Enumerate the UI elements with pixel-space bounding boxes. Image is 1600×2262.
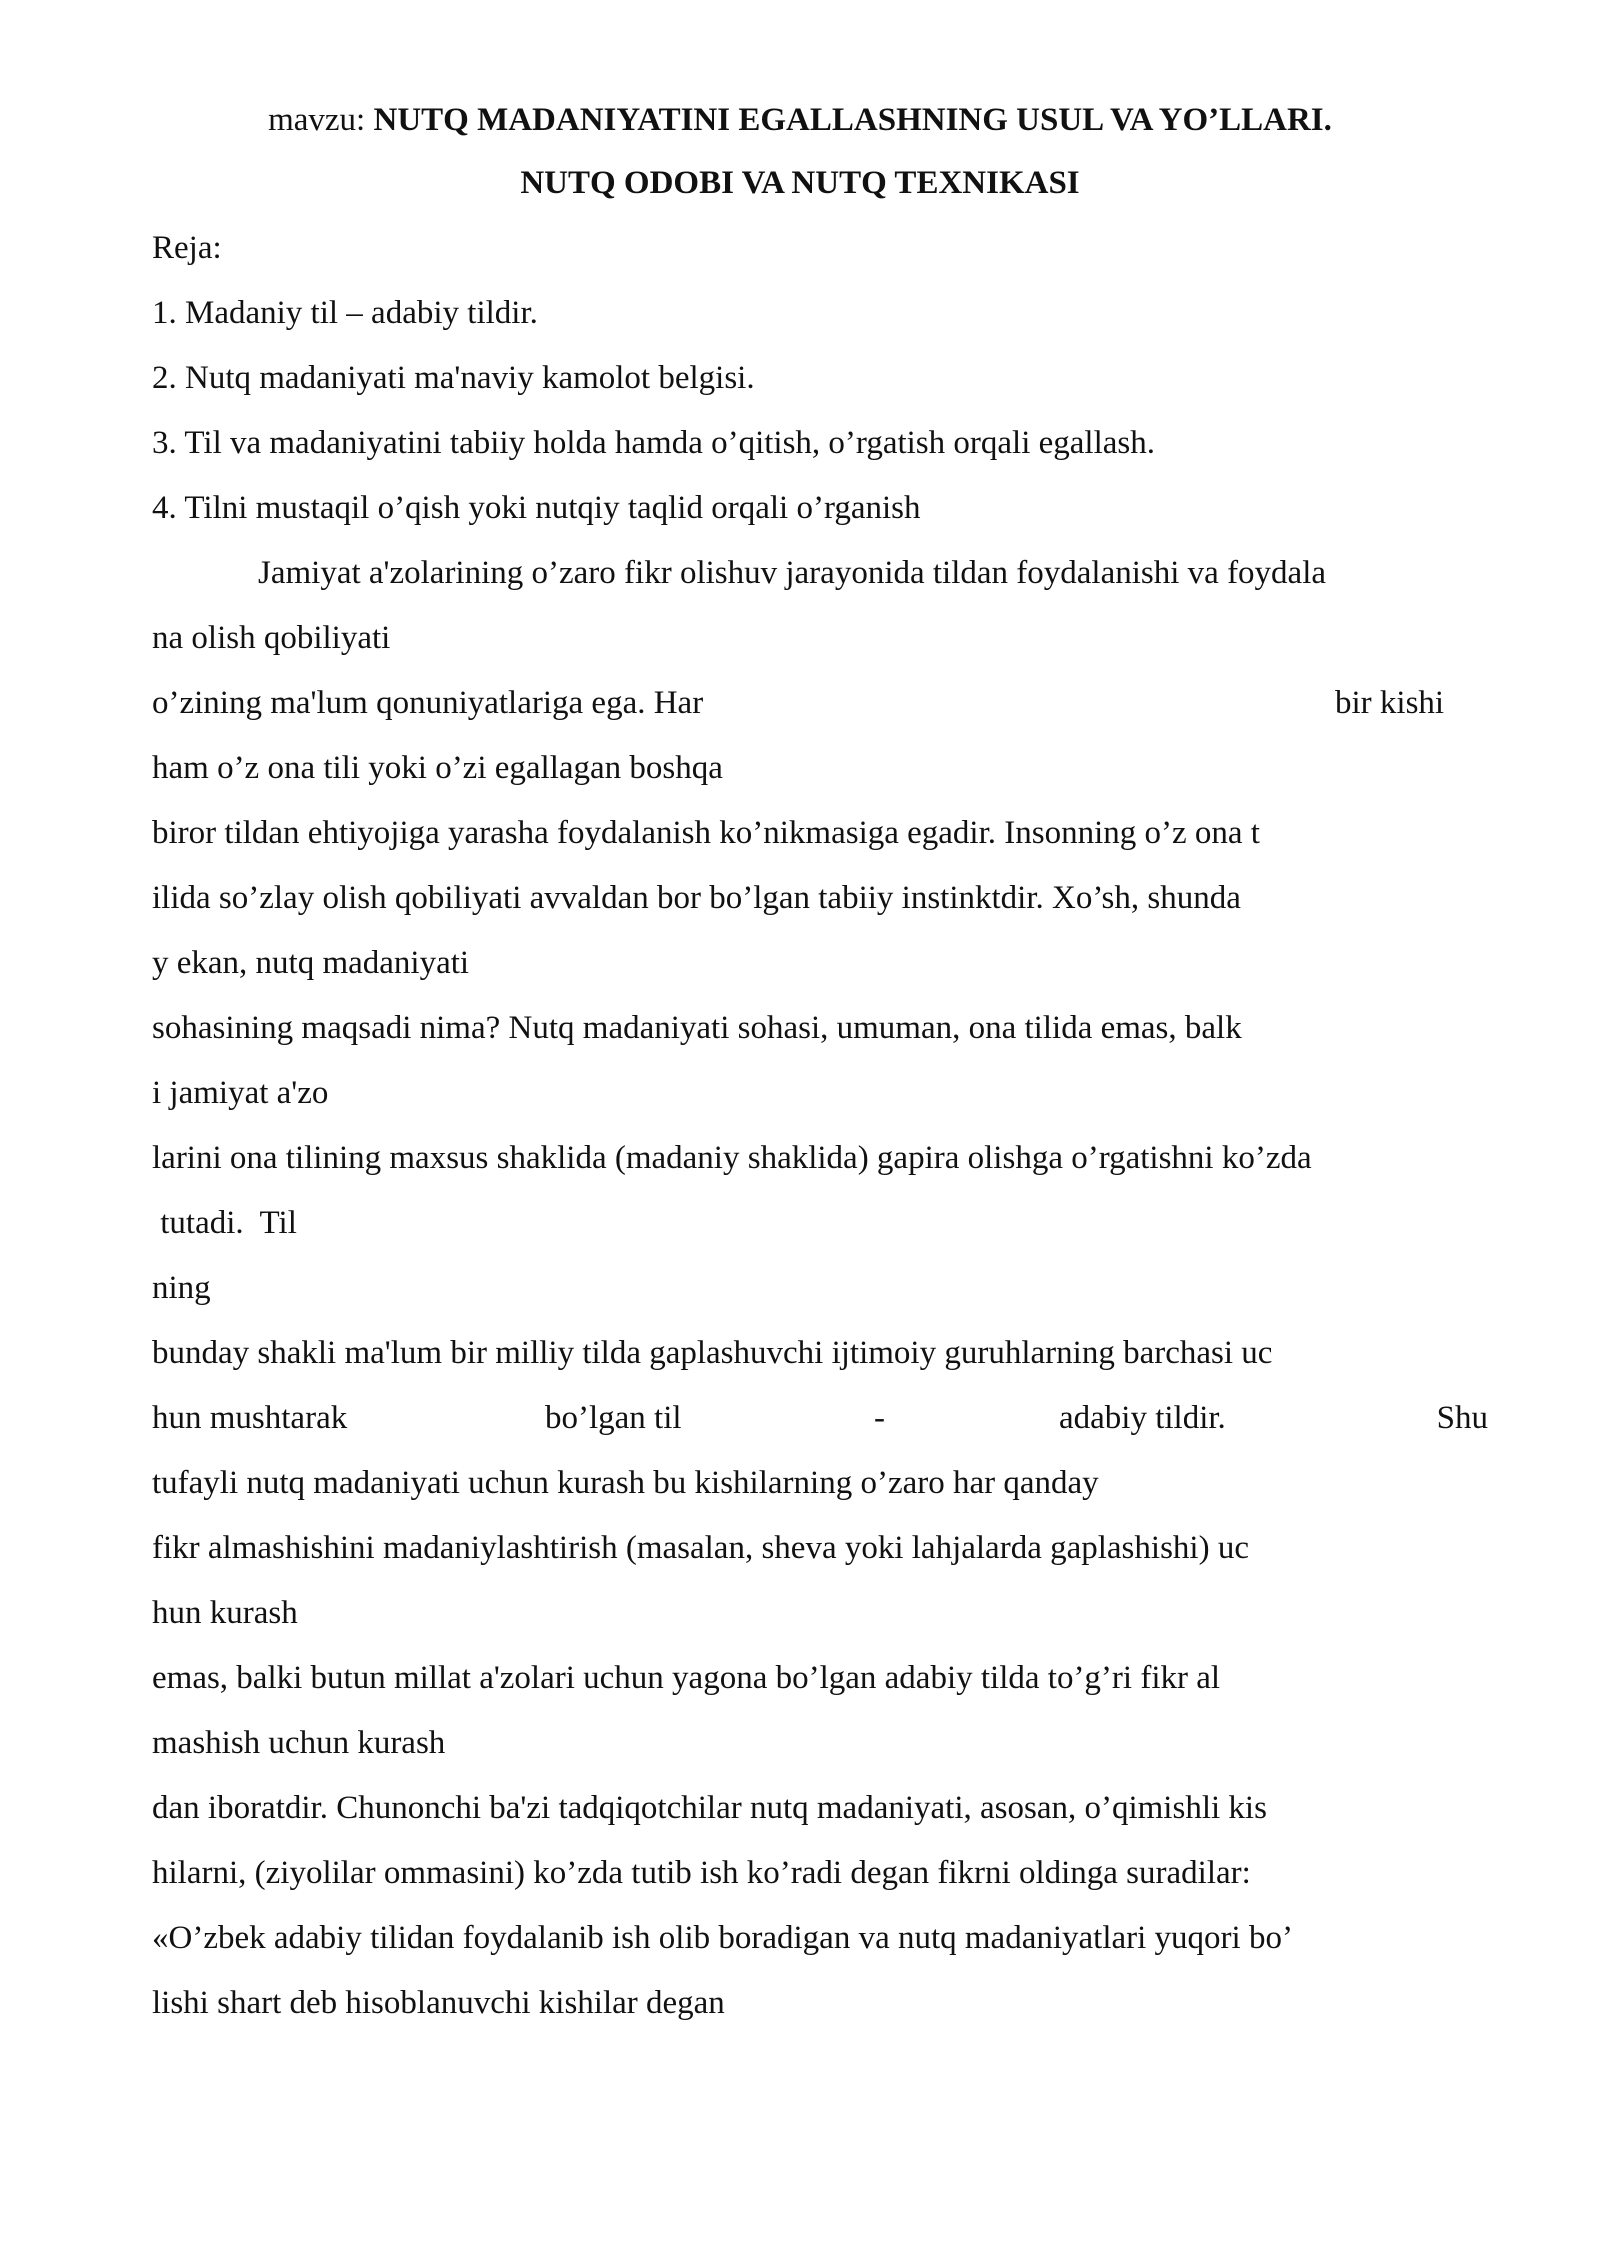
body-line: lishi shart deb hisoblanuvchi kishilar degan [152,1985,725,2021]
body-line [152,683,1488,723]
body-line: fikr almashishini madaniylashtirish (masalan, sheva yoki lahjalarda gaplashishi) uc [152,1530,1249,1566]
body-line-part: o’zining ma'lum qonuniyatlariga ega. Har [152,685,704,721]
body-line: Jamiyat a'zolarining o’zaro fikr olishuv jarayonida tildan foydalanishi va foydala [258,555,1327,591]
body-line-part: bo’lgan til [545,1400,682,1436]
body-line: hun kurash [152,1595,298,1631]
plan-item-1: 1. Madaniy til – adabiy tildir. [152,295,538,331]
body-line: «O’zbek adabiy tilidan foydalanib ish olib boradigan va nutq madaniyatlari yuqori bo’ [152,1920,1293,1956]
body-line: mashish uchun kurash [152,1725,446,1761]
plan-heading: Reja: [152,230,222,266]
body-line: emas, balki butun millat a'zolari uchun yagona bo’lgan adabiy tilda to’g’ri fikr al [152,1660,1221,1696]
body-line: dan iboratdir. Chunonchi ba'zi tadqiqotchilar nutq madaniyati, asosan, o’qimishli kis [152,1790,1267,1826]
plan-item-3: 3. Til va madaniyatini tabiiy holda hamda o’qitish, o’rgatish orqali egallash. [152,425,1155,461]
body-line: larini ona tilining maxsus shaklida (madaniy shaklida) gapira olishga o’rgatishni ko’zda [152,1140,1312,1176]
body-line: bunday shakli ma'lum bir milliy tilda gaplashuvchi ijtimoiy guruhlarning barchasi uc [152,1335,1273,1371]
body-line-part: hun mushtarak [152,1400,348,1436]
body-line-part: Shu [1436,1400,1488,1436]
body-line: ning [152,1270,211,1306]
body-line: sohasining maqsadi nima? Nutq madaniyati sohasi, umuman, ona tilida emas, balk [152,1010,1242,1046]
document-subtitle: NUTQ ODOBI VA NUTQ TEXNIKASI [520,165,1080,201]
plan-item-4: 4. Tilni mustaqil o’qish yoki nutqiy taqlid orqali o’rganish [152,490,921,526]
title-prefix: mavzu: [268,102,366,138]
body-line: hilarni, (ziyolilar ommasini) ko’zda tutib ish ko’radi degan fikrni oldinga suradilar: [152,1855,1251,1891]
body-line: tufayli nutq madaniyati uchun kurash bu kishilarning o’zaro har qanday [152,1465,1099,1501]
body-line-part: adabiy tildir. [1059,1400,1226,1436]
body-line: biror tildan ehtiyojiga yarasha foydalanish ko’nikmasiga egadir. Insonning o’z ona t [152,815,1260,851]
body-line: i jamiyat a'zo [152,1075,329,1111]
body-line: na olish qobiliyati [152,620,391,656]
title-main: NUTQ MADANIYATINI EGALLASHNING USUL VA YO’LLARI. [373,102,1332,138]
body-line: ham o’z ona tili yoki o’zi egallagan boshqa [152,750,723,786]
body-line: ilida so’zlay olish qobiliyati avvaldan bor bo’lgan tabiiy instinktdir. Xo’sh, shunda [152,880,1241,916]
body-line: y ekan, nutq madaniyati [152,945,470,981]
plan-item-2: 2. Nutq madaniyati ma'naviy kamolot belgisi. [152,360,755,396]
body-line-part: bir kishi [1335,685,1445,721]
body-line: tutadi. Til [152,1205,297,1241]
body-line-part: - [874,1400,885,1436]
document-title [0,100,1600,140]
